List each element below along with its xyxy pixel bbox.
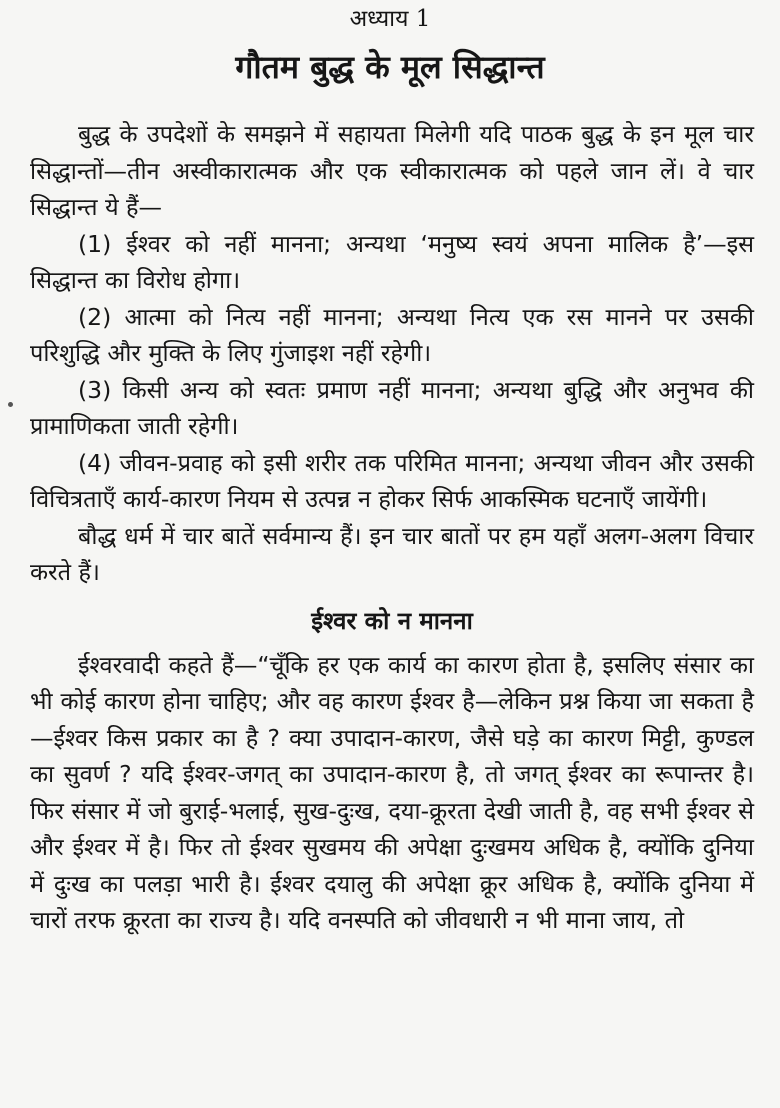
chapter-title: गौतम बुद्ध के मूल सिद्धान्त bbox=[235, 48, 545, 86]
principle-3: (3) किसी अन्य को स्वतः प्रमाण नहीं मानना; अन्यथा बुद्धि और अनुभव की प्रामाणिकता जाती रहेगी। bbox=[30, 375, 754, 440]
intro-paragraph: बुद्ध के उपदेशों के समझने में सहायता मिलेगी यदि पाठक बुद्ध के इन मूल चार सिद्धान्तों—तीन अस्वीकारात्मक और एक स्वीकारात्मक को पहले जान लें। वे चार सिद्धान्त ये हैं— bbox=[30, 120, 754, 221]
page-body bbox=[30, 116, 754, 939]
section-heading: ईश्वर को न मानना bbox=[311, 606, 473, 635]
margin-mark bbox=[8, 402, 13, 407]
section-paragraph: ईश्वरवादी कहते हैं—“चूँकि हर एक कार्य का कारण होता है, इसलिए संसार का भी कोई कारण होना चाहिए; और वह कारण ईश्वर है—लेकिन प्रश्न किया जा सकता है—ईश्वर किस प्रकार का है ? क्या उपादान-कारण, जैसे घड़े का कारण मिट्टी, कुण्डल का सुवर्ण ? यदि ईश्वर-जगत् का उपादान-कारण है, तो जगत् ईश्वर का रूपान्तर है। फिर संसार में जो बुराई-भलाई, सुख-दुःख, दया-क्रूरता देखी जाती है, वह सभी ईश्वर से और ईश्वर में है। फिर तो ईश्वर सुखमय की अपेक्षा दुःखमय अधिक है, क्योंकि दुनिया में दुःख का पलड़ा भारी है। ईश्वर दयालु की अपेक्षा क्रूर अधिक है, क्योंकि दुनिया में चारों तरफ क्रूरता का राज्य है। यदि वनस्पति को जीवधारी न भी माना जाय, तो bbox=[30, 650, 754, 934]
chapter-label: अध्याय 1 bbox=[349, 6, 431, 32]
principle-2: (2) आत्मा को नित्य नहीं मानना; अन्यथा नित्य एक रस मानने पर उसकी परिशुद्धि और मुक्ति के लिए गुंजाइश नहीं रहेगी। bbox=[30, 302, 754, 367]
principle-1: (1) ईश्वर को नहीं मानना; अन्यथा ‘मनुष्य स्वयं अपना मालिक है’—इस सिद्धान्त का विरोध होगा। bbox=[30, 229, 754, 294]
principle-4: (4) जीवन-प्रवाह को इसी शरीर तक परिमित मानना; अन्यथा जीवन और उसकी विचित्रताएँ कार्य-कारण नियम से उत्पन्न न होकर सिर्फ आकस्मिक घटनाएँ जायेंगी। bbox=[30, 448, 754, 513]
summary-paragraph: बौद्ध धर्म में चार बातें सर्वमान्य हैं। इन चार बातों पर हम यहाँ अलग-अलग विचार करते हैं। bbox=[30, 521, 754, 586]
